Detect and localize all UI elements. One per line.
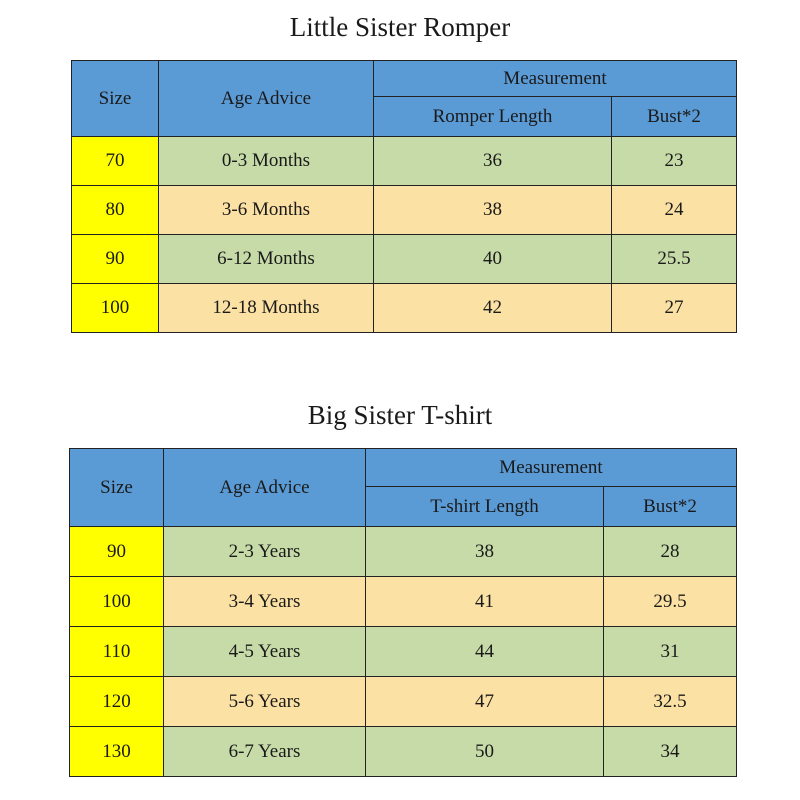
table-row <box>72 137 737 186</box>
table-row <box>70 627 737 677</box>
age-cell: 12-18 Months <box>159 284 374 333</box>
bust-cell: 28 <box>604 527 737 577</box>
age-cell: 0-3 Months <box>159 137 374 186</box>
length-cell: 40 <box>374 235 612 284</box>
size-cell: 90 <box>70 527 164 577</box>
size-cell: 120 <box>70 677 164 727</box>
size-cell: 130 <box>70 727 164 777</box>
bust-cell: 23 <box>612 137 737 186</box>
table-row <box>72 186 737 235</box>
size-cell: 90 <box>72 235 159 284</box>
length-cell: 38 <box>366 527 604 577</box>
age-cell: 3-6 Months <box>159 186 374 235</box>
table-row <box>70 577 737 627</box>
bust-cell: 31 <box>604 627 737 677</box>
age-cell: 6-7 Years <box>164 727 366 777</box>
table-row <box>70 527 737 577</box>
bust-cell: 24 <box>612 186 737 235</box>
table-row <box>70 727 737 777</box>
size-cell: 110 <box>70 627 164 677</box>
table-row <box>70 677 737 727</box>
age-cell: 2-3 Years <box>164 527 366 577</box>
table-row <box>72 235 737 284</box>
bust-header: Bust*2 <box>604 487 737 527</box>
romper-title: Little Sister Romper <box>289 12 511 42</box>
age-advice-header: Age Advice <box>164 449 366 527</box>
length-cell: 36 <box>374 137 612 186</box>
bust-cell: 32.5 <box>604 677 737 727</box>
length-cell: 38 <box>374 186 612 235</box>
age-cell: 5-6 Years <box>164 677 366 727</box>
age-cell: 3-4 Years <box>164 577 366 627</box>
table-row <box>72 284 737 333</box>
bust-cell: 25.5 <box>612 235 737 284</box>
age-cell: 4-5 Years <box>164 627 366 677</box>
bust-cell: 34 <box>604 727 737 777</box>
measurement-header: Measurement <box>374 61 737 97</box>
romper-size-table <box>71 60 737 333</box>
size-header: Size <box>72 61 159 137</box>
age-cell: 6-12 Months <box>159 235 374 284</box>
length-cell: 47 <box>366 677 604 727</box>
bust-cell: 27 <box>612 284 737 333</box>
tshirt-title: Big Sister T-shirt <box>307 400 493 430</box>
bust-cell: 29.5 <box>604 577 737 627</box>
size-cell: 100 <box>70 577 164 627</box>
tshirt-length-header: T-shirt Length <box>366 487 604 527</box>
size-cell: 70 <box>72 137 159 186</box>
length-cell: 50 <box>366 727 604 777</box>
length-cell: 44 <box>366 627 604 677</box>
measurement-header: Measurement <box>366 449 737 487</box>
tshirt-size-table <box>69 448 737 777</box>
length-cell: 41 <box>366 577 604 627</box>
size-cell: 100 <box>72 284 159 333</box>
romper-length-header: Romper Length <box>374 97 612 137</box>
size-header: Size <box>70 449 164 527</box>
bust-header: Bust*2 <box>612 97 737 137</box>
age-advice-header: Age Advice <box>159 61 374 137</box>
size-cell: 80 <box>72 186 159 235</box>
length-cell: 42 <box>374 284 612 333</box>
